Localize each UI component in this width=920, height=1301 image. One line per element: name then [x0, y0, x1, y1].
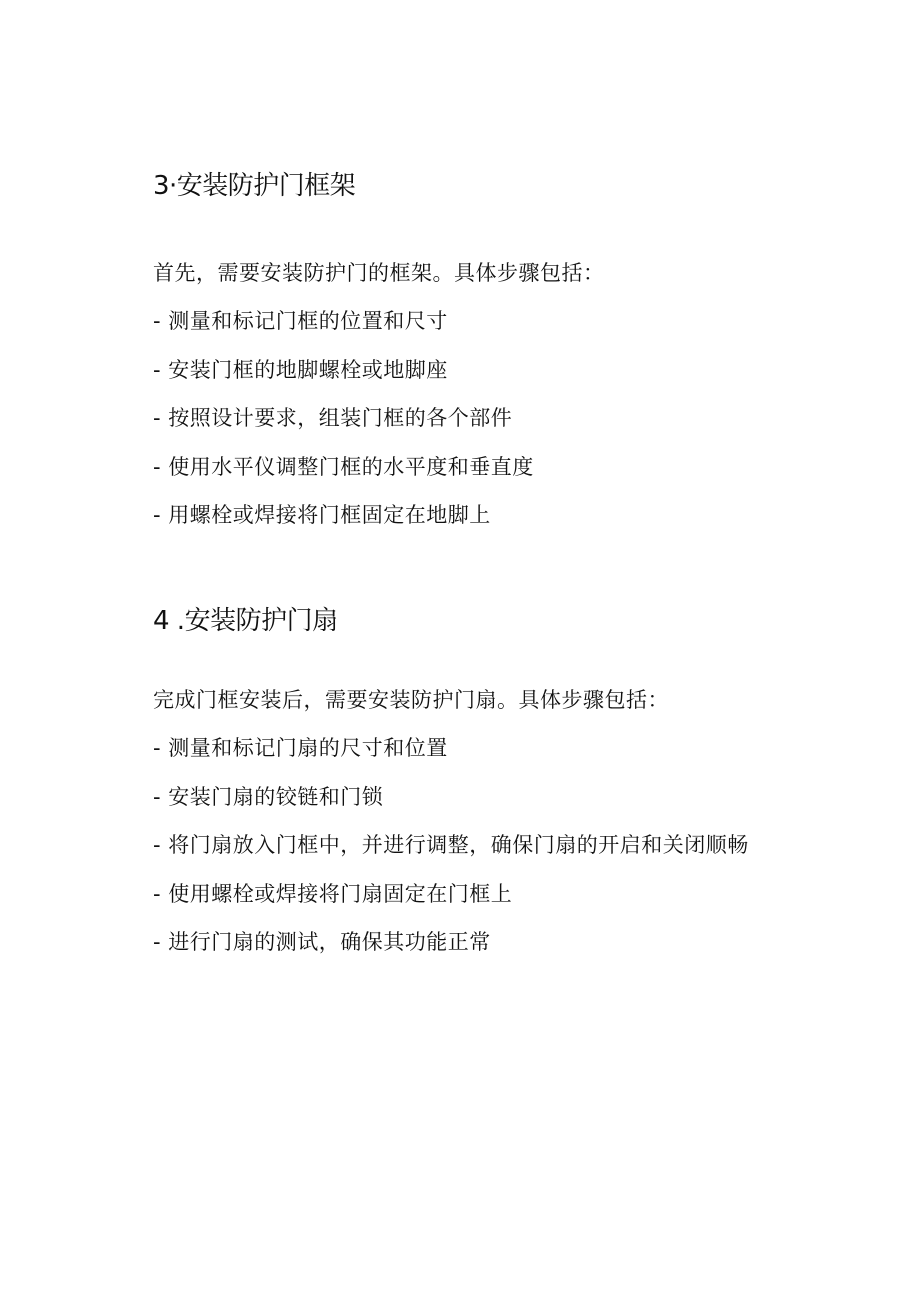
step-list	[153, 297, 853, 540]
step-item: - 使用螺栓或焊接将门扇固定在门框上	[153, 881, 513, 906]
section-install-door-leaf	[153, 601, 853, 967]
step-item: - 测量和标记门扇的尺寸和位置	[153, 736, 448, 760]
section-heading: 4 .安装防护门扇	[153, 606, 338, 636]
step-item: - 安装门扇的铰链和门锁	[153, 784, 384, 809]
step-item: - 进行门扇的测试，确保其功能正常	[153, 930, 491, 954]
step-item: - 安装门框的地脚螺栓或地脚座	[153, 357, 448, 382]
step-list	[153, 724, 853, 967]
step-item: - 按照设计要求，组装门框的各个部件	[153, 406, 513, 430]
step-item: - 使用水平仪调整门框的水平度和垂直度	[153, 454, 534, 479]
section-intro: 首先，需要安装防护门的框架。具体步骤包括：	[153, 261, 605, 285]
section-heading: 3·安装防护门框架	[153, 171, 356, 201]
step-item: - 测量和标记门框的位置和尺寸	[153, 309, 448, 333]
section-install-door-frame	[153, 166, 853, 540]
step-item: - 用螺栓或焊接将门框固定在地脚上	[153, 503, 491, 527]
step-item: - 将门扇放入门框中，并进行调整，确保门扇的开启和关闭顺畅	[153, 833, 749, 857]
section-intro: 完成门框安装后，需要安装防护门扇。具体步骤包括：	[153, 688, 669, 712]
